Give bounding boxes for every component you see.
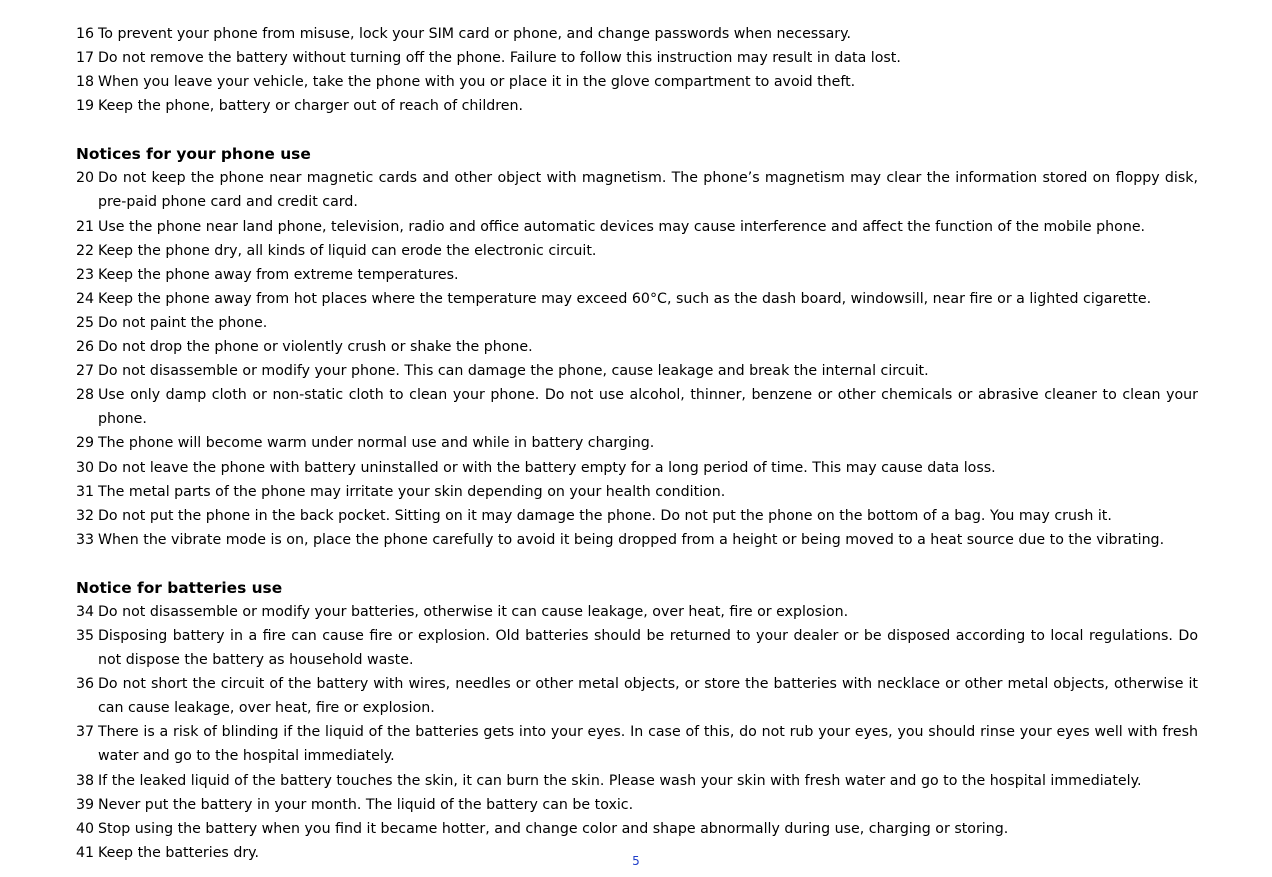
item-text: Keep the phone, battery or charger out of reach of children. <box>98 98 524 115</box>
list-item <box>76 600 1198 624</box>
item-text: Use only damp cloth or non-static cloth to clean your phone. Do not use alcohol, thinner, benzene or other chemicals or abrasive cleaner to clean your phone. <box>98 387 1198 428</box>
item-number: 27 <box>76 363 95 380</box>
list-item <box>76 263 1198 287</box>
item-number: 28 <box>76 387 95 404</box>
item-text: There is a risk of blinding if the liquid of the batteries gets into your eyes. In case of this, do not rub your eyes, you should rinse your eyes well with fresh water and go to the hospital immediately. <box>98 724 1198 765</box>
document-body <box>76 22 1198 865</box>
list-item <box>76 46 1198 70</box>
list-item <box>76 720 1198 768</box>
item-text: Do not leave the phone with battery uninstalled or with the battery empty for a long period of time. This may cause data loss. <box>98 459 996 476</box>
item-text: Do not disassemble or modify your batteries, otherwise it can cause leakage, over heat, fire or explosion. <box>98 603 849 620</box>
item-number: 16 <box>76 26 95 42</box>
item-number: 26 <box>76 339 95 356</box>
item-text: Stop using the battery when you find it became hotter, and change color and shape abnormally during use, charging or storing. <box>98 820 1009 837</box>
item-number: 24 <box>76 290 95 307</box>
section-gap <box>76 118 1198 142</box>
item-text: Do not keep the phone near magnetic cards and other object with magnetism. The phone’s magnetism may clear the information stored on floppy disk, pre-paid phone card and credit card. <box>98 170 1198 211</box>
item-number: 32 <box>76 507 95 524</box>
item-number: 40 <box>76 820 95 837</box>
item-text: Keep the phone dry, all kinds of liquid can erode the electronic circuit. <box>98 242 597 259</box>
list-item <box>76 769 1198 793</box>
item-text: When you leave your vehicle, take the phone with you or place it in the glove compartment to avoid theft. <box>98 74 856 91</box>
item-text: When the vibrate mode is on, place the phone carefully to avoid it being dropped from a height or being moved to a heat source due to the vibrating. <box>98 531 1165 548</box>
item-number: 17 <box>76 50 95 67</box>
section-gap <box>76 552 1198 576</box>
item-text: Do not short the circuit of the battery with wires, needles or other metal objects, or store the batteries with necklace or other metal objects, otherwise it can cause leakage, over heat, fire or explosion. <box>98 676 1198 717</box>
item-number: 37 <box>76 724 95 741</box>
list-item <box>76 793 1198 817</box>
list-item <box>76 504 1198 528</box>
item-text: Keep the batteries dry. <box>98 844 260 861</box>
item-number: 36 <box>76 676 95 693</box>
item-text: Keep the phone away from hot places where the temperature may exceed 60°C, such as the dash board, windowsill, near fire or a lighted cigarette. <box>98 290 1152 307</box>
list-item <box>76 528 1198 552</box>
item-text: Disposing battery in a fire can cause fire or explosion. Old batteries should be returned to your dealer or be disposed according to local regulations. Do not dispose the battery as household waste. <box>98 627 1198 669</box>
item-number: 23 <box>76 266 95 283</box>
item-text: The metal parts of the phone may irritate your skin depending on your health condition. <box>98 483 726 500</box>
list-item <box>76 335 1198 359</box>
section-heading: Notices for your phone use <box>76 145 311 164</box>
list-item <box>76 215 1198 239</box>
item-number: 18 <box>76 74 95 91</box>
item-text: Do not drop the phone or violently crush or shake the phone. <box>98 339 533 356</box>
item-number: 30 <box>76 459 95 476</box>
item-text: Never put the battery in your month. The liquid of the battery can be toxic. <box>98 796 634 813</box>
list-item <box>76 359 1198 383</box>
item-number: 35 <box>76 627 95 644</box>
item-number: 34 <box>76 603 95 620</box>
item-number: 41 <box>76 844 95 861</box>
list-item <box>76 672 1198 720</box>
item-text: Do not put the phone in the back pocket. Sitting on it may damage the phone. Do not put the phone on the bottom of a bag. You may crush it. <box>98 507 1112 524</box>
section-heading: Notice for batteries use <box>76 578 283 597</box>
item-number: 22 <box>76 242 95 259</box>
item-number: 25 <box>76 314 95 331</box>
list-item <box>76 624 1198 672</box>
list-item <box>76 431 1198 455</box>
list-item <box>76 22 1198 46</box>
item-number: 33 <box>76 531 95 548</box>
item-text: Do not disassemble or modify your phone. This can damage the phone, cause leakage and break the internal circuit. <box>98 363 929 380</box>
item-number: 38 <box>76 772 95 789</box>
item-number: 29 <box>76 435 95 452</box>
list-item <box>76 311 1198 335</box>
item-text: Do not remove the battery without turning off the phone. Failure to follow this instruction may result in data lost. <box>98 50 901 67</box>
item-text: Use the phone near land phone, television, radio and office automatic devices may cause interference and affect the function of the mobile phone. <box>98 218 1146 235</box>
item-number: 20 <box>76 170 95 187</box>
list-item <box>76 94 1198 118</box>
item-number: 39 <box>76 796 95 813</box>
item-text: The phone will become warm under normal use and while in battery charging. <box>98 435 655 452</box>
item-number: 19 <box>76 98 95 115</box>
item-number: 31 <box>76 483 95 500</box>
item-text: To prevent your phone from misuse, lock your SIM card or phone, and change passwords when necessary. <box>98 26 851 42</box>
list-item <box>76 166 1198 214</box>
list-item <box>76 239 1198 263</box>
item-number: 21 <box>76 218 95 235</box>
item-text: If the leaked liquid of the battery touches the skin, it can burn the skin. Please wash your skin with fresh water and go to the hospital immediately. <box>98 772 1142 789</box>
list-item <box>76 480 1198 504</box>
item-text: Keep the phone away from extreme temperatures. <box>98 266 459 283</box>
page-number: 5 <box>632 854 640 868</box>
list-item <box>76 383 1198 431</box>
list-item <box>76 287 1198 311</box>
list-item <box>76 456 1198 480</box>
item-text: Do not paint the phone. <box>98 314 268 331</box>
list-item <box>76 817 1198 841</box>
list-item <box>76 70 1198 94</box>
